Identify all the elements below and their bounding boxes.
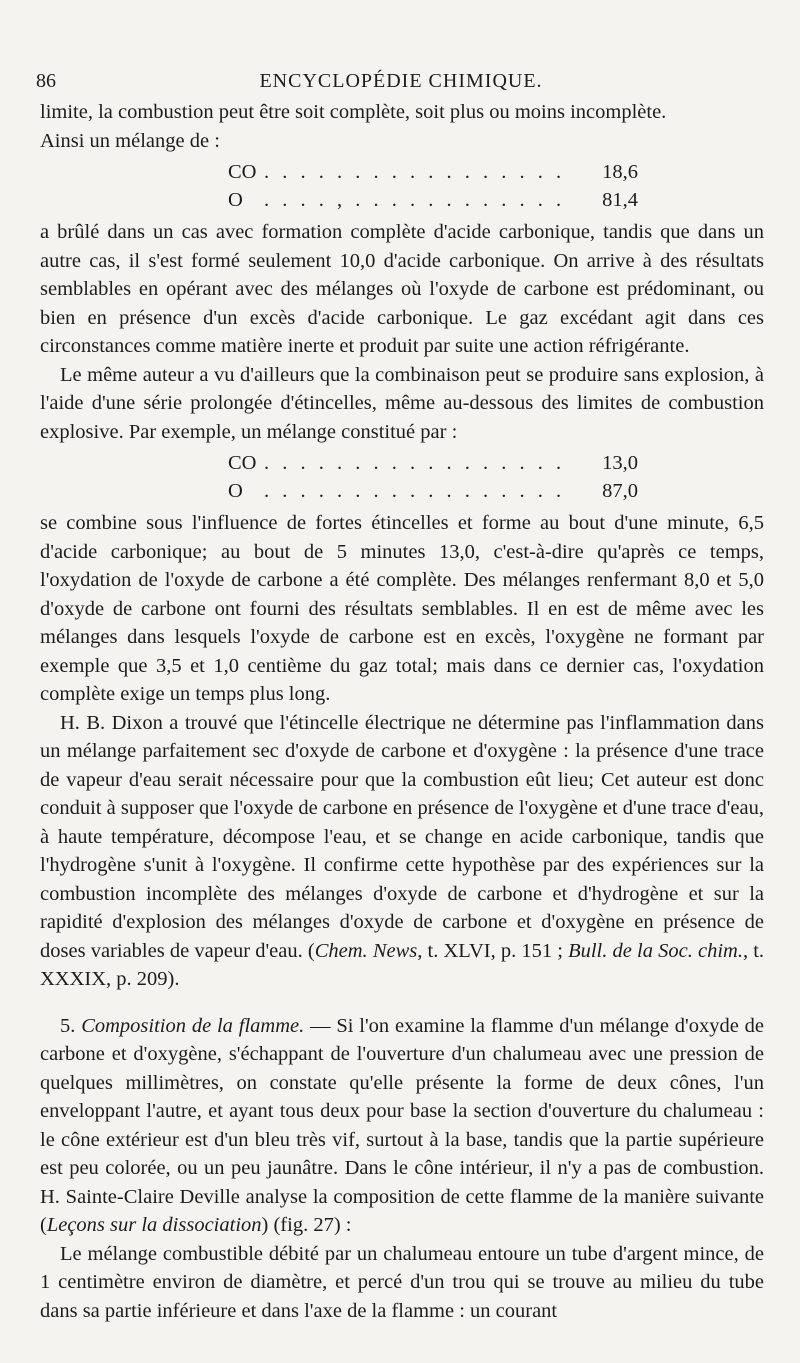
mixture-row-co: [228, 158, 638, 186]
citation-volume-1: , t. XLVI, p. 151 ;: [417, 939, 569, 962]
section-number: 5.: [60, 1014, 82, 1037]
gas-value: 13,0: [602, 452, 638, 474]
mixture-row-o: [228, 186, 638, 214]
running-title: ENCYCLOPÉDIE CHIMIQUE.: [259, 70, 543, 92]
gas-label: O: [228, 189, 243, 211]
gas-label: O: [228, 480, 243, 502]
paragraph-6: [40, 1012, 764, 1240]
paragraph-1-line-2: Ainsi un mélange de :: [40, 129, 220, 152]
mixture-row-co: [228, 449, 638, 477]
paragraph-6-end: ) (fig. 27) :: [261, 1214, 352, 1236]
paragraph-2: a brûlé dans un cas avec formation complète d'acide carbonique, tandis que dans un autre cas, il s'est formé seulement 10,0 d'acide carbonique. On arrive à des résultats semblables en opérant avec des mélanges où l'oxyde de carbone est prédominant, ou bien en présence d'un excès d'acide carbonique. Le gaz excédant agit dans ces circonstances comme matière inerte et produit par suite une action réfrigérante.: [40, 221, 764, 357]
page-body: [40, 98, 764, 1325]
paragraph-7: Le mélange combustible débité par un chalumeau entoure un tube d'argent mince, de 1 centimètre environ de diamètre, et percé d'un trou qui se trouve au milieu du tube dans sa partie inférieure et dans l'axe de la flamme : un courant: [40, 1242, 764, 1322]
citation-volume-2: , t. XXXIX, p. 209).: [40, 939, 765, 990]
paragraph-5-text: H. B. Dixon a trouvé que l'étincelle électrique ne détermine pas l'inflammation dans un mélange parfaitement sec d'oxyde de carbone et d'oxygène : la présence d'une trace de vapeur d'eau serait nécessaire pour que la combustion eût lieu; Cet auteur est donc conduit à supposer que l'oxyde de carbone en présence de l'oxygène et d'une trace d'eau, à haute température, décompose l'eau, et se change en acide carbonique, tandis que l'hydrogène s'unit à l'oxygène. Il confirme cette hypothèse par des expériences sur la combustion incomplète des mélanges d'oxyde de carbone et d'hydrogène et sur la rapidité d'explosion des mélanges d'oxyde de carbone et d'oxygène en présence de doses variables de vapeur d'eau. (: [40, 711, 764, 962]
gas-value: 18,6: [602, 161, 638, 183]
leader-dots: . . . . . . . . . . . . . . . . .: [264, 480, 566, 502]
mixture-table-2: [40, 449, 764, 506]
gas-value: 81,4: [602, 189, 638, 211]
gas-value: 87,0: [602, 480, 638, 502]
page-header: [36, 70, 766, 96]
paragraph-1-line-1: limite, la combustion peut être soit complète, soit plus ou moins incomplète.: [40, 101, 667, 123]
citation-chem-news: Chem. News: [314, 939, 418, 962]
gas-label: CO: [228, 452, 257, 474]
paragraph-4: se combine sous l'influence de fortes étincelles et forme au bout d'une minute, 6,5 d'acide carbonique; au bout de 5 minutes 13,0, c'est-à-dire qu'après ce temps, l'oxydation de l'oxyde de carbone a été complète. Des mélanges renfermant 8,0 et 5,0 d'oxyde de carbone ont fourni des résultats semblables. Il en est de même avec les mélanges dans lesquels l'oxyde de carbone est en excès, l'oxygène ne formant par exemple que 3,5 et 1,0 centième du gaz total; mais dans ce dernier cas, l'oxydation complète exige un temps plus long.: [40, 512, 764, 705]
paragraph-3: Le même auteur a vu d'ailleurs que la combinaison peut se produire sans explosion, à l'aide d'une série prolongée d'étincelles, même au-dessous des limites de combustion explosive. Par exemple, un mélange constitué par :: [40, 363, 764, 443]
citation-lecons: Leçons sur la dissociation: [46, 1214, 262, 1236]
paragraph-5: [40, 709, 764, 994]
mixture-table-1: [40, 158, 764, 215]
page-number: 86: [36, 70, 56, 92]
leader-dots: . . . . . . . . . . . . . . . . .: [264, 161, 566, 183]
section-heading: Composition de la flamme.: [81, 1014, 305, 1037]
section-gap: [40, 994, 764, 1012]
paragraph-6-text: — Si l'on examine la flamme d'un mélange d'oxyde de carbone et d'oxygène, s'échappant de l'ouverture d'un chalumeau avec une pression de quelques millimètres, on constate qu'elle présente la forme de deux cônes, l'un enveloppant l'autre, et ayant tous deux pour base la section d'ouverture du chalumeau : le cône extérieur est d'un bleu très vif, surtout à la base, tandis que la partie supérieure est peu colorée, ou un peu jaunâtre. Dans le cône intérieur, il n'y a pas de combustion. H. Sainte-Claire Deville analyse la composition de cette flamme de la manière suivante (: [40, 1014, 765, 1236]
citation-bull-soc-chim: Bull. de la Soc. chim.: [568, 939, 743, 962]
leader-dots: . . . . , . . . . . . . . . . . .: [264, 189, 566, 211]
gas-label: CO: [228, 161, 257, 183]
mixture-row-o: [228, 477, 638, 505]
leader-dots: . . . . . . . . . . . . . . . . .: [264, 452, 566, 474]
